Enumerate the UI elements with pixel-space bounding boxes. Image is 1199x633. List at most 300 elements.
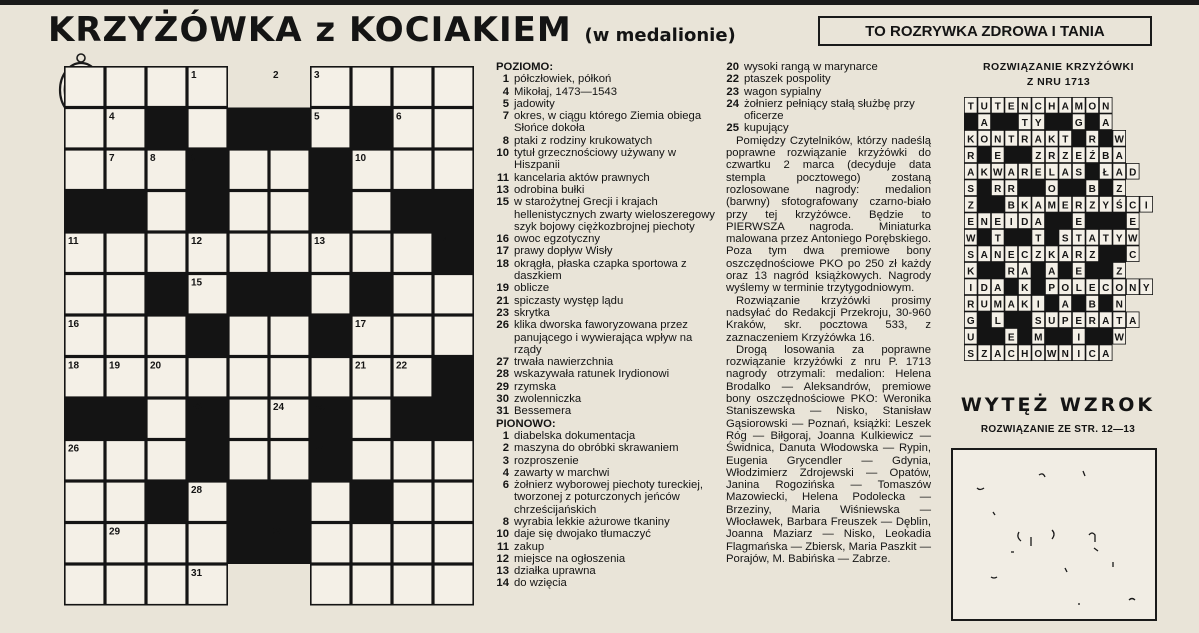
clue-text: kupujący: [744, 122, 789, 135]
solution-heading: [946, 60, 1171, 90]
clue-number: 20: [726, 61, 739, 73]
solution-letter: E: [1075, 151, 1083, 162]
solution-letter: A: [1034, 134, 1042, 146]
clue-item: [496, 368, 721, 380]
crossword-cell[interactable]: [147, 440, 186, 480]
crossword-cell[interactable]: [106, 482, 145, 522]
solution-letter: P: [1048, 283, 1056, 294]
solution-letter: E: [1075, 316, 1083, 327]
crossword-cell[interactable]: [352, 440, 391, 480]
solution-letter: A: [980, 118, 988, 129]
solution-letter: S: [1034, 316, 1042, 327]
cell-number: 17: [355, 319, 367, 330]
solution-black-cell: [1099, 262, 1113, 279]
crossword-cell[interactable]: [393, 150, 432, 190]
solution-letter: B: [1088, 299, 1096, 311]
solution-letter: I: [1077, 332, 1081, 344]
solution-black-cell: [1059, 114, 1073, 131]
solution-letter: G: [1074, 118, 1083, 129]
cell-number: 31: [191, 568, 203, 579]
solution-letter: K: [1021, 283, 1029, 294]
crossword-cell[interactable]: [270, 191, 309, 231]
clue-text: półczłowiek, półkoń: [514, 73, 612, 86]
crossword-cell[interactable]: [65, 565, 104, 605]
crossword-cell[interactable]: [434, 108, 473, 148]
black-cell: [351, 108, 392, 150]
cell-number: 10: [355, 153, 367, 164]
solution-black-cell: [1045, 295, 1059, 312]
crossword-cell[interactable]: [229, 399, 268, 439]
crossword-cell[interactable]: [106, 316, 145, 356]
crossword-cell[interactable]: [147, 233, 186, 273]
page-title: [48, 10, 736, 50]
cell-number: 30: [273, 526, 285, 538]
clue-text: diabelska dokumentacja: [514, 429, 636, 442]
crossword-cell[interactable]: [311, 565, 350, 605]
clue-number: 13: [496, 183, 509, 196]
solution-letter: E: [1061, 200, 1069, 212]
clue-text: rzymska: [514, 380, 557, 393]
crossword-cell[interactable]: [393, 482, 432, 522]
crossword-cell[interactable]: [188, 523, 227, 563]
black-cell: [146, 481, 187, 523]
puzzle-marks-icon: [953, 450, 1155, 619]
crossword-cell[interactable]: [352, 233, 391, 273]
solution-letter: K: [967, 134, 975, 146]
solution-letter: Y: [1102, 200, 1110, 212]
solution-letter: Y: [1142, 283, 1150, 294]
cell-number: 2: [273, 70, 279, 81]
black-cell: [392, 398, 433, 440]
clue-item: [496, 565, 721, 577]
crossword-cell[interactable]: [106, 233, 145, 273]
clue-item: [496, 455, 721, 467]
cell-number: 27: [314, 443, 326, 455]
clue-text: żołnierz wyborowej piechoty tureckiej, tworzonej z poturczonych jeńców chrześcijańskich: [514, 479, 703, 516]
solution-letter: T: [1008, 134, 1015, 146]
crossword-cell[interactable]: [434, 150, 473, 190]
solution-black-cell: [1072, 295, 1086, 312]
crossword-cell[interactable]: [106, 440, 145, 480]
clue-text: prawy dopływ Wisły: [514, 245, 613, 258]
clue-item: [496, 172, 721, 184]
solution-letter: A: [1048, 266, 1056, 278]
cell-number: 26: [68, 443, 80, 455]
crossword-cell[interactable]: [147, 316, 186, 356]
winners-paragraph: Drogą losowania za poprawne rozwiązanie krzyżówki z nru P. 1713 nagrody otrzymali: medalion: Helena Brodalko — Aleksandrów, premiowe bony oszczędnościowe PKO: Weronika Staniszewska — Nisko, Stanisław Gąsiorowski — Poznań, książki: Leszek Róg — Biłgoraj, Joanna Kulkiewicz — Świdnica, Danuta Włodowska — Rypin, Eugenia Grycendler — Gdynia, Włodzimierz Zdrojewski — Opatów, Janina Rogozińska — Tomaszów Mazowiecki, Helena Podolecka — Brzeziny, Maria Wiśniewska — Włocławek, Barbara Freuszek — Dęblin, Joanna Maziarz — Nisko, Leokadia Flagmańska — Zbiersk, Maria Paszkit — Porajów, M. Babińska — Zabrze.: [726, 343, 931, 565]
black-cell: [228, 481, 269, 523]
crossword-cell[interactable]: [147, 399, 186, 439]
solution-letter: L: [1075, 283, 1082, 294]
solution-letter: W: [1128, 233, 1138, 245]
cell-number: 20: [150, 360, 162, 372]
clue-number: 8: [502, 515, 509, 528]
solution-black-cell: [978, 196, 992, 213]
crossword-cell[interactable]: [65, 274, 104, 314]
solution-black-cell: [1045, 213, 1059, 230]
solution-letter: Z: [1062, 151, 1069, 162]
solution-black-cell: [1099, 180, 1113, 197]
solution-black-cell: [1072, 180, 1086, 197]
clue-number: 6: [502, 479, 509, 492]
clue-number: 17: [496, 245, 509, 258]
crossword-cell[interactable]: [393, 565, 432, 605]
clues-column-left: [496, 61, 721, 590]
crossword-cell[interactable]: [229, 150, 268, 190]
solution-letter: C: [1034, 101, 1042, 113]
clue-item: [496, 135, 721, 147]
crossword-cell[interactable]: [229, 357, 268, 397]
clue-text: klika dworska faworyzowana przez panującego i wywierająca wpływ na rządy: [514, 319, 693, 356]
clue-text: trwała nawierzchnia: [514, 356, 614, 369]
clue-number: 23: [726, 85, 739, 98]
clue-number: 5: [502, 97, 509, 110]
crossword-grid: [64, 66, 474, 611]
solution-letter: A: [1088, 233, 1096, 245]
solution-black-cell: [1018, 328, 1032, 345]
solution-letter: D: [980, 283, 988, 294]
solution-black-cell: [1005, 147, 1019, 164]
crossword-cell[interactable]: [434, 565, 473, 605]
crossword-cell[interactable]: [147, 523, 186, 563]
black-cell: [228, 108, 269, 150]
crossword-cell[interactable]: [352, 399, 391, 439]
crossword-cell[interactable]: [65, 67, 104, 107]
crossword-cell[interactable]: [270, 233, 309, 273]
black-cell: [392, 191, 433, 233]
crossword-cell[interactable]: [106, 274, 145, 314]
solution-black-cell: [1005, 279, 1019, 296]
solution-black-cell: [1113, 246, 1127, 263]
solution-letter: A: [1061, 167, 1069, 179]
cell-number: 1: [191, 70, 197, 81]
solution-letter: I: [969, 283, 973, 294]
solution-letter: A: [1021, 266, 1029, 278]
cell-number: 18: [68, 360, 80, 372]
clue-item: [496, 307, 721, 319]
solution-black-cell: [1086, 262, 1100, 279]
clue-item: [496, 73, 721, 85]
black-cell: [228, 523, 269, 565]
crossword-cell[interactable]: [393, 523, 432, 563]
crossword-cell[interactable]: [311, 274, 350, 314]
black-cell: [228, 274, 269, 316]
crossword-cell[interactable]: [65, 150, 104, 190]
crossword-cell[interactable]: [352, 523, 391, 563]
crossword-cell[interactable]: [147, 67, 186, 107]
solution-letter: E: [1075, 266, 1083, 278]
crossword-cell[interactable]: [270, 440, 309, 480]
crossword-cell[interactable]: [229, 191, 268, 231]
clue-number: 21: [496, 294, 509, 307]
down-heading: PIONOWO:: [496, 417, 556, 430]
crossword-cell[interactable]: [147, 191, 186, 231]
solution-letter: N: [1021, 101, 1029, 113]
clue-number: 7: [502, 110, 509, 123]
solution-letter: M: [993, 299, 1002, 311]
crossword-cell[interactable]: [393, 274, 432, 314]
solution-letter: Z: [1116, 184, 1123, 195]
solution-letter: C: [1129, 200, 1137, 212]
solution-letter: T: [1102, 233, 1109, 245]
crossword-cell[interactable]: [188, 357, 227, 397]
clue-number: 23: [496, 306, 509, 319]
solution-letter: N: [1061, 349, 1069, 360]
crossword-cell[interactable]: [434, 440, 473, 480]
solution-letter: W: [966, 233, 976, 245]
clue-item: [496, 196, 721, 233]
slogan-text: TO ROZRYWKA ZDROWA I TANIA: [865, 22, 1105, 40]
solution-letter: R: [1048, 151, 1056, 162]
clue-number: 4: [502, 466, 509, 479]
solution-black-cell: [1045, 114, 1059, 131]
cell-number: 12: [191, 236, 203, 247]
clue-text: wysoki rangą w marynarce: [744, 61, 878, 73]
contest-address-paragraph: Rozwiązanie krzyżówki prosimy nadsyłać do Redakcji Przekroju, 30-960 Kraków, skr. pocztowa 533, z zaznaczeniem Krzyżówka 16.: [726, 294, 931, 344]
solution-letter: A: [967, 167, 975, 179]
solution-letter: P: [1061, 316, 1069, 327]
crossword-cell[interactable]: [352, 67, 391, 107]
black-cell: [310, 149, 351, 191]
solution-letter: E: [1007, 250, 1015, 261]
solution-letter: N: [1115, 299, 1123, 311]
solution-letter: A: [1061, 299, 1069, 311]
wytez-wzrok-subtitle: ROZWIĄZANIE ZE STR. 12—13: [980, 424, 1136, 435]
black-cell: [64, 398, 105, 440]
crossword-cell[interactable]: [393, 233, 432, 273]
solution-letter: O: [1034, 349, 1043, 360]
clue-item: [726, 98, 931, 123]
cell-number: 23: [191, 402, 203, 413]
crossword-cell[interactable]: [106, 565, 145, 605]
crossword-cell[interactable]: [311, 482, 350, 522]
crossword-cell[interactable]: [393, 316, 432, 356]
clue-number: 11: [497, 540, 509, 553]
down-clue-list-continued: [726, 61, 931, 135]
clue-item: [496, 86, 721, 98]
cell-number: 3: [314, 70, 320, 81]
clue-text: okrągła, płaska czapka sportowa z daszkiem: [514, 257, 687, 283]
page-title-sub: (w medalionie): [584, 25, 736, 46]
solution-black-cell: [1099, 130, 1113, 147]
clue-number: 28: [496, 368, 509, 381]
wytez-wzrok-answer-box: [951, 448, 1157, 621]
clue-number: 1: [502, 429, 509, 442]
solution-letter: S: [967, 184, 975, 195]
solution-letter: Ź: [1089, 151, 1096, 162]
crossword-cell[interactable]: [65, 108, 104, 148]
solution-letter: S: [967, 250, 975, 261]
crossword-cell[interactable]: [352, 565, 391, 605]
solution-letter: W: [993, 167, 1003, 179]
crossword-cell[interactable]: [311, 523, 350, 563]
solution-letter: L: [1048, 167, 1055, 179]
crossword-cell[interactable]: [65, 482, 104, 522]
crossword-cell[interactable]: [65, 523, 104, 563]
solution-black-cell: [1032, 180, 1046, 197]
solution-letter: E: [994, 217, 1002, 228]
solution-grid: [964, 97, 1154, 373]
clue-item: [496, 528, 721, 540]
solution-letter: A: [1007, 167, 1015, 179]
crossword-cell[interactable]: [270, 316, 309, 356]
crossword-cell[interactable]: [352, 191, 391, 231]
crossword-cell[interactable]: [434, 67, 473, 107]
black-cell: [187, 440, 228, 482]
solution-letter: W: [1114, 134, 1124, 146]
clue-item: [496, 479, 721, 516]
crossword-cell[interactable]: [188, 108, 227, 148]
crossword-cell[interactable]: [393, 67, 432, 107]
clue-item: [496, 442, 721, 454]
black-cell: [64, 191, 105, 233]
clue-number: 12: [496, 552, 509, 565]
solution-black-cell: [978, 312, 992, 329]
solution-letter: U: [980, 101, 988, 113]
clue-number: 30: [496, 393, 509, 406]
slogan-box: [818, 16, 1152, 46]
clue-text: zwolenniczka: [514, 393, 582, 406]
clue-item: [726, 86, 931, 98]
crossword-cell[interactable]: [106, 67, 145, 107]
clue-text: daje się dwojako tłumaczyć: [514, 528, 651, 541]
clue-item: [496, 356, 721, 368]
solution-letter: Z: [1035, 250, 1042, 261]
solution-letter: H: [1048, 101, 1056, 113]
solution-letter: A: [1034, 217, 1042, 228]
black-cell: [269, 108, 310, 150]
solution-letter: U: [967, 332, 975, 344]
solution-letter: R: [1075, 200, 1083, 212]
solution-letter: T: [1021, 118, 1028, 129]
solution-letter: A: [1061, 101, 1069, 113]
solution-letter: C: [1007, 349, 1015, 360]
solution-black-cell: [1018, 229, 1032, 246]
solution-letter: A: [1102, 349, 1110, 360]
solution-letter: R: [967, 151, 975, 162]
cell-number: 16: [68, 319, 80, 330]
solution-letter: I: [1009, 217, 1013, 228]
black-cell: [310, 191, 351, 233]
cell-number: 8: [150, 153, 156, 164]
crossword-cell[interactable]: [434, 482, 473, 522]
solution-letter: E: [1007, 332, 1015, 344]
solution-letter: Ś: [1115, 200, 1123, 212]
solution-letter: I: [1036, 299, 1040, 311]
solution-letter: A: [1034, 200, 1042, 212]
black-cell: [351, 481, 392, 523]
clue-text: rozproszenie: [514, 454, 579, 467]
crossword-cell[interactable]: [270, 150, 309, 190]
solution-letter: O: [1047, 184, 1056, 195]
clue-number: 24: [726, 97, 739, 110]
solution-letter: Y: [1115, 233, 1123, 245]
black-cell: [269, 481, 310, 523]
solution-black-cell: [978, 328, 992, 345]
solution-black-cell: [978, 147, 992, 164]
solution-black-cell: [1018, 147, 1032, 164]
crossword-cell[interactable]: [147, 565, 186, 605]
wytez-wzrok-title: WYTĘŻ WZROK: [960, 394, 1156, 416]
solution-black-cell: [1086, 213, 1100, 230]
solution-letter: K: [980, 167, 988, 179]
solution-black-cell: [991, 328, 1005, 345]
solution-letter: N: [994, 134, 1002, 146]
crossword-cell[interactable]: [393, 440, 432, 480]
clue-number: 26: [496, 319, 509, 332]
cell-number: 25: [314, 402, 326, 413]
solution-letter: K: [1021, 200, 1029, 212]
black-cell: [105, 398, 146, 440]
solution-letter: A: [1102, 316, 1110, 327]
clue-number: 11: [497, 171, 509, 184]
solution-black-cell: [978, 229, 992, 246]
clue-text: ptaki z rodziny krukowatych: [514, 134, 653, 147]
solution-letter: A: [1007, 299, 1015, 311]
clue-text: oblicze: [514, 282, 550, 295]
crossword-cell[interactable]: [270, 357, 309, 397]
solution-heading-line2: Z NRU 1713: [1026, 76, 1091, 88]
clue-item: [726, 61, 931, 73]
solution-letter: A: [1115, 151, 1123, 162]
clue-number: 10: [496, 528, 509, 541]
clue-item: [496, 147, 721, 172]
crossword-cell[interactable]: [434, 316, 473, 356]
crossword-cell[interactable]: [229, 440, 268, 480]
crossword-cell[interactable]: [229, 233, 268, 273]
solution-letter: E: [1129, 217, 1137, 228]
black-cell: [187, 315, 228, 357]
clue-text: żołnierz pełniący stałą służbę przy oficerze: [744, 97, 915, 123]
solution-letter: M: [1074, 101, 1083, 113]
crossword-cell[interactable]: [434, 523, 473, 563]
clue-number: 25: [726, 122, 739, 135]
solution-heading-line1: ROZWIĄZANIE KRZYŻÓWKI: [982, 61, 1135, 73]
solution-letter: Z: [1035, 151, 1042, 162]
black-cell: [433, 191, 474, 233]
crossword-cell[interactable]: [229, 316, 268, 356]
crossword-cell[interactable]: [434, 274, 473, 314]
solution-black-cell: [1045, 229, 1059, 246]
solution-letter: H: [1021, 349, 1029, 360]
black-cell: [351, 274, 392, 316]
clue-text: do wzięcia: [514, 577, 567, 590]
solution-letter: K: [1048, 250, 1056, 261]
solution-black-cell: [1099, 295, 1113, 312]
solution-black-cell: [1059, 262, 1073, 279]
clue-text: kancelaria aktów prawnych: [514, 171, 650, 184]
clue-text: wskazywała ratunek Irydionowi: [514, 368, 670, 381]
solution-letter: W: [1114, 332, 1124, 344]
black-cell: [433, 398, 474, 440]
solution-black-cell: [1018, 180, 1032, 197]
clue-text: wagon sypialny: [744, 85, 822, 98]
clue-number: 2: [502, 442, 509, 455]
clue-text: ptaszek pospolity: [744, 73, 831, 86]
clue-number: 4: [502, 85, 509, 98]
solution-letter: U: [1048, 316, 1056, 327]
clue-item: [496, 184, 721, 196]
solution-letter: D: [1021, 217, 1029, 228]
solution-black-cell: [991, 196, 1005, 213]
solution-letter: K: [1021, 299, 1029, 311]
solution-letter: M: [1034, 332, 1043, 344]
clue-number: 27: [496, 356, 509, 369]
cell-number: 29: [109, 526, 121, 538]
crossword-cell[interactable]: [311, 357, 350, 397]
solution-black-cell: [978, 262, 992, 279]
cell-number: 11: [68, 236, 79, 247]
